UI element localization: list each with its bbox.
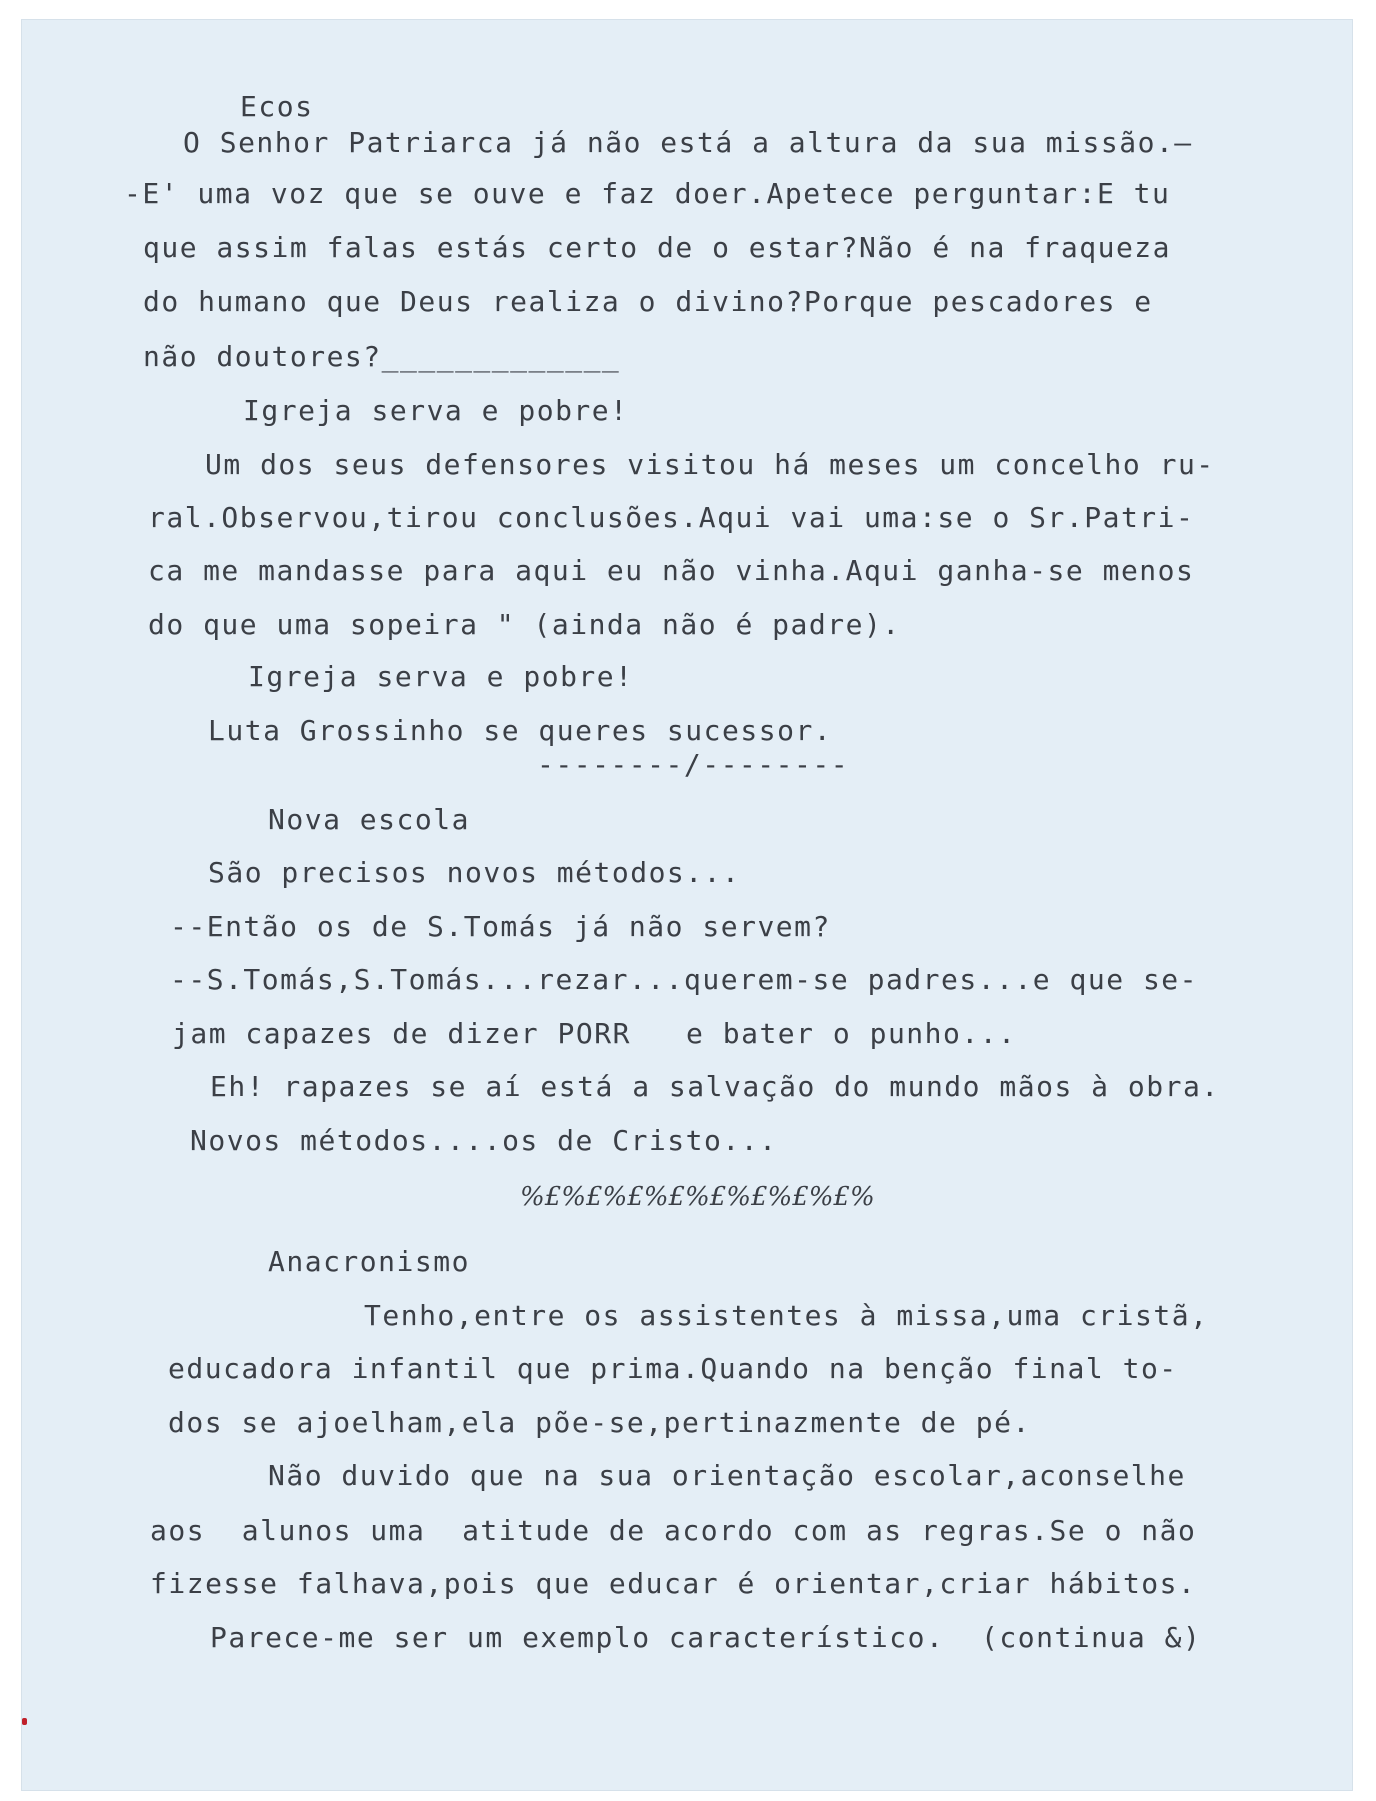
text-line: -E' uma voz que se ouve e faz doer.Apetece perguntar:E tu [124, 177, 1171, 210]
text-line: Parece-me ser um exemplo característico. (continua &) [210, 1621, 1202, 1654]
text-line: ca me mandasse para aqui eu não vinha.Aqui ganha-se menos [148, 554, 1195, 587]
text-line: educadora infantil que prima.Quando na benção final to- [168, 1352, 1178, 1385]
text-line: Tenho,entre os assistentes à missa,uma cristã, [364, 1299, 1209, 1332]
text-line: dos se ajoelham,ela põe-se,pertinazmente de pé. [168, 1406, 1031, 1439]
text-line: --S.Tomás,S.Tomás...rezar...querem-se padres...e que se- [170, 963, 1199, 996]
heading-nova-escola: Nova escola [268, 803, 470, 836]
text-line: Um dos seus defensores visitou há meses um concelho ru- [205, 448, 1215, 481]
text-line: fizesse falhava,pois que educar é orientar,criar hábitos. [150, 1567, 1197, 1600]
heading-anacronismo: Anacronismo [268, 1245, 470, 1278]
text-line: que assim falas estás certo de o estar?Não é na fraqueza [143, 231, 1172, 264]
red-ink-mark [22, 1718, 27, 1725]
text-line: não doutores?_____________ [143, 340, 621, 373]
text-line: --Então os de S.Tomás já não servem? [170, 910, 831, 943]
text-line: Novos métodos....os de Cristo... [190, 1124, 778, 1157]
text-line: do que uma sopeira " (ainda não é padre). [148, 608, 901, 641]
text-line: do humano que Deus realiza o divino?Porque pescadores e [143, 285, 1153, 318]
heading-ecos: Ecos [240, 90, 314, 123]
text-line: O Senhor Patriarca já não está a altura da sua missão.– [183, 126, 1193, 159]
text-line: Não duvido que na sua orientação escolar,aconselhe [268, 1459, 1186, 1492]
text-line: aos alunos uma atitude de acordo com as regras.Se o não [150, 1514, 1197, 1547]
text-line: Igreja serva e pobre! [243, 394, 629, 427]
text-line: ral.Observou,tirou conclusões.Aqui vai uma:se o Sr.Patri- [148, 501, 1195, 534]
text-line: jam capazes de dizer PORR e bater o punho... [172, 1017, 1017, 1050]
text-line: Igreja serva e pobre! [248, 660, 634, 693]
symbol-divider: %£%£%£%£%£%£%£%£% [520, 1182, 875, 1212]
text-line: São precisos novos métodos... [208, 856, 741, 889]
section-divider: --------/-------- [537, 748, 850, 781]
text-line: Luta Grossinho se queres sucessor. [208, 714, 833, 747]
text-line: Eh! rapazes se aí está a salvação do mundo mãos à obra. [210, 1070, 1220, 1103]
